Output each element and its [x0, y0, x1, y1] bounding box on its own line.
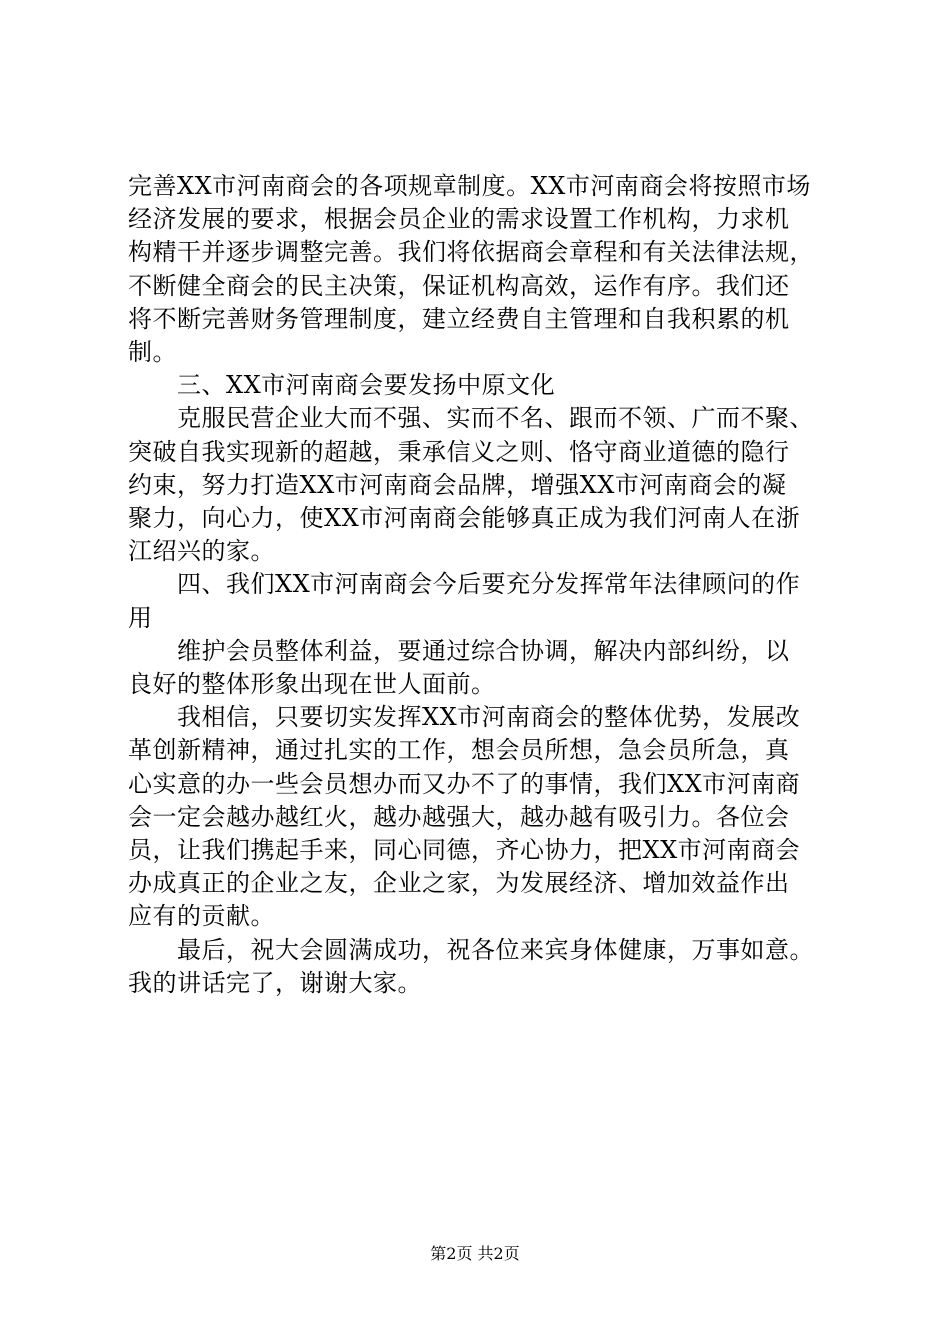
text-line: 不断健全商会的民主决策，保证机构高效，运作有序。我们还 [128, 272, 790, 300]
text-line: 完善XX市河南商会的各项规章制度。XX市河南商会将按照市场 [128, 172, 811, 200]
text-line: 维护会员整体利益，要通过综合协调，解决内部纠纷，以 [128, 637, 790, 665]
text-line: 江绍兴的家。 [128, 537, 275, 565]
text-line: 约束，努力打造XX市河南商会品牌，增强XX市河南商会的凝 [128, 471, 787, 499]
text-line: 制。 [128, 338, 177, 366]
text-line: 构精干并逐步调整完善。我们将依据商会章程和有关法律法规， [128, 238, 814, 266]
text-line: 用 [128, 604, 153, 632]
text-line: 会一定会越办越红火，越办越强大，越办越有吸引力。各位会 [128, 803, 790, 831]
section-heading: 四、我们XX市河南商会今后要充分发挥常年法律顾问的作 [128, 570, 801, 598]
text-line: 克服民营企业大而不强、实而不名、跟而不领、广而不聚、 [128, 404, 814, 432]
text-line: 我相信，只要切实发挥XX市河南商会的整体优势，发展改 [128, 703, 801, 731]
text-line: 我的讲话完了，谢谢大家。 [128, 969, 422, 997]
text-line: 应有的贡献。 [128, 902, 275, 930]
section-heading: 三、XX市河南商会要发扬中原文化 [128, 371, 556, 399]
text-line: 革创新精神，通过扎实的工作，想会员所想，急会员所急，真 [128, 736, 790, 764]
text-line: 聚力，向心力，使XX市河南商会能够真正成为我们河南人在浙 [128, 504, 801, 532]
text-line: 良好的整体形象出现在世人面前。 [128, 670, 496, 698]
text-line: 办成真正的企业之友，企业之家，为发展经济、增加效益作出 [128, 869, 790, 897]
text-line: 突破自我实现新的超越，秉承信义之则、恪守商业道德的隐行 [128, 438, 790, 466]
text-line: 员，让我们携起手来，同心同德，齐心协力，把XX市河南商会 [128, 836, 801, 864]
text-line: 最后，祝大会圆满成功，祝各位来宾身体健康，万事如意。 [128, 936, 814, 964]
page-number-footer: 第2页 共2页 [430, 1244, 520, 1263]
text-line: 心实意的办一些会员想办而又办不了的事情，我们XX市河南商 [128, 770, 801, 798]
text-line: 经济发展的要求，根据会员企业的需求设置工作机构，力求机 [128, 205, 790, 233]
text-line: 将不断完善财务管理制度，建立经费自主管理和自我积累的机 [128, 305, 790, 333]
